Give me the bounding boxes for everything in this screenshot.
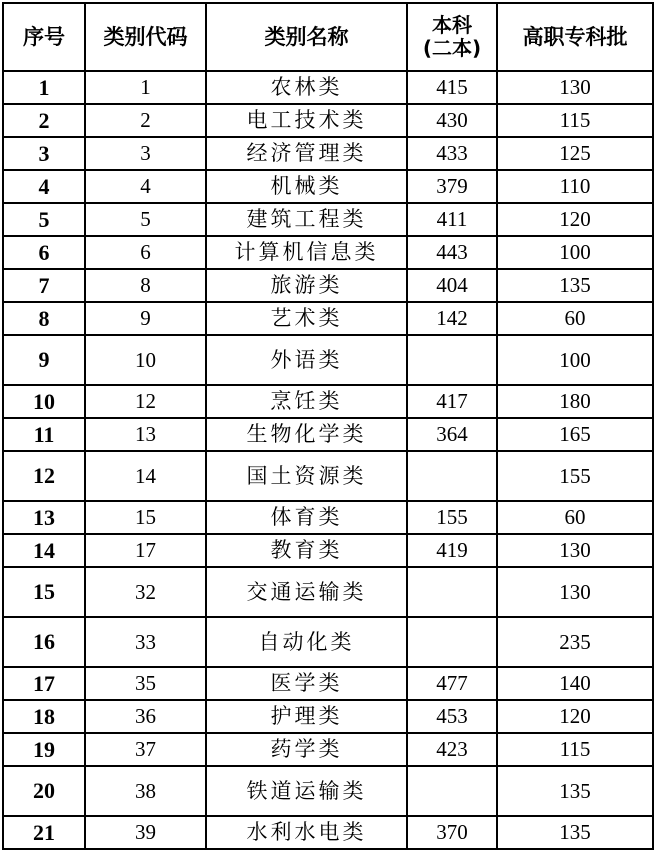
category-name-cell: 交通运输类 [206, 567, 407, 617]
seq-cell: 15 [3, 567, 85, 617]
vocational-score-cell: 135 [497, 816, 653, 849]
seq-cell: 14 [3, 534, 85, 567]
vocational-score-cell: 135 [497, 766, 653, 816]
table-row [3, 816, 653, 849]
category-code-cell: 10 [85, 335, 206, 385]
seq-cell: 11 [3, 418, 85, 451]
category-code-cell: 38 [85, 766, 206, 816]
table-row [3, 385, 653, 418]
seq-cell: 1 [3, 71, 85, 104]
category-code-cell: 37 [85, 733, 206, 766]
vocational-score-cell: 165 [497, 418, 653, 451]
category-code-cell: 5 [85, 203, 206, 236]
category-code-cell: 39 [85, 816, 206, 849]
category-code-cell: 3 [85, 137, 206, 170]
vocational-score-cell: 130 [497, 567, 653, 617]
seq-cell: 10 [3, 385, 85, 418]
seq-cell: 12 [3, 451, 85, 501]
category-code-cell: 36 [85, 700, 206, 733]
category-name-cell: 烹饪类 [206, 385, 407, 418]
vocational-score-cell: 180 [497, 385, 653, 418]
table-row [3, 567, 653, 617]
header-row [3, 3, 653, 71]
table-row [3, 170, 653, 203]
table-row [3, 534, 653, 567]
category-code-cell: 15 [85, 501, 206, 534]
category-name-cell: 外语类 [206, 335, 407, 385]
undergraduate-score-cell [407, 335, 497, 385]
category-code-cell: 17 [85, 534, 206, 567]
category-code-cell: 33 [85, 617, 206, 667]
category-code-cell: 2 [85, 104, 206, 137]
category-name-cell: 体育类 [206, 501, 407, 534]
vocational-score-cell: 60 [497, 302, 653, 335]
vocational-score-cell: 115 [497, 733, 653, 766]
vocational-score-cell: 120 [497, 203, 653, 236]
undergraduate-score-cell: 404 [407, 269, 497, 302]
category-code-cell: 4 [85, 170, 206, 203]
category-name-cell: 医学类 [206, 667, 407, 700]
undergraduate-score-cell: 411 [407, 203, 497, 236]
table-row [3, 733, 653, 766]
undergraduate-score-cell: 419 [407, 534, 497, 567]
undergraduate-score-cell: 423 [407, 733, 497, 766]
category-name-cell: 建筑工程类 [206, 203, 407, 236]
category-name-cell: 电工技术类 [206, 104, 407, 137]
category-name-cell: 农林类 [206, 71, 407, 104]
category-name-cell: 铁道运输类 [206, 766, 407, 816]
category-code-cell: 32 [85, 567, 206, 617]
seq-cell: 21 [3, 816, 85, 849]
undergraduate-score-cell: 433 [407, 137, 497, 170]
vocational-score-cell: 140 [497, 667, 653, 700]
seq-cell: 13 [3, 501, 85, 534]
category-code-cell: 13 [85, 418, 206, 451]
undergraduate-score-cell [407, 451, 497, 501]
table-row [3, 617, 653, 667]
seq-cell: 8 [3, 302, 85, 335]
seq-cell: 20 [3, 766, 85, 816]
seq-cell: 4 [3, 170, 85, 203]
table-row [3, 451, 653, 501]
category-name-cell: 机械类 [206, 170, 407, 203]
vocational-score-cell: 60 [497, 501, 653, 534]
category-name-cell: 药学类 [206, 733, 407, 766]
header-vocational: 高职专科批 [497, 3, 653, 71]
undergraduate-score-cell: 155 [407, 501, 497, 534]
undergraduate-score-cell: 417 [407, 385, 497, 418]
category-code-cell: 12 [85, 385, 206, 418]
category-name-cell: 护理类 [206, 700, 407, 733]
category-name-cell: 国土资源类 [206, 451, 407, 501]
seq-cell: 16 [3, 617, 85, 667]
vocational-score-cell: 120 [497, 700, 653, 733]
vocational-score-cell: 130 [497, 71, 653, 104]
undergraduate-score-cell: 379 [407, 170, 497, 203]
table-row [3, 700, 653, 733]
vocational-score-cell: 110 [497, 170, 653, 203]
category-name-cell: 教育类 [206, 534, 407, 567]
category-code-cell: 1 [85, 71, 206, 104]
undergraduate-score-cell [407, 567, 497, 617]
table-row [3, 269, 653, 302]
seq-cell: 3 [3, 137, 85, 170]
vocational-score-cell: 130 [497, 534, 653, 567]
vocational-score-cell: 135 [497, 269, 653, 302]
header-undergraduate: 本科 (二本) [407, 3, 497, 71]
seq-cell: 18 [3, 700, 85, 733]
undergraduate-score-cell [407, 766, 497, 816]
score-table [2, 2, 654, 850]
vocational-score-cell: 235 [497, 617, 653, 667]
seq-cell: 7 [3, 269, 85, 302]
undergraduate-score-cell: 370 [407, 816, 497, 849]
category-name-cell: 生物化学类 [206, 418, 407, 451]
category-code-cell: 14 [85, 451, 206, 501]
vocational-score-cell: 100 [497, 335, 653, 385]
table-row [3, 302, 653, 335]
undergraduate-score-cell: 453 [407, 700, 497, 733]
seq-cell: 19 [3, 733, 85, 766]
undergraduate-score-cell: 364 [407, 418, 497, 451]
vocational-score-cell: 125 [497, 137, 653, 170]
header-seq: 序号 [3, 3, 85, 71]
table-row [3, 418, 653, 451]
seq-cell: 17 [3, 667, 85, 700]
vocational-score-cell: 100 [497, 236, 653, 269]
vocational-score-cell: 115 [497, 104, 653, 137]
table-row [3, 335, 653, 385]
category-name-cell: 计算机信息类 [206, 236, 407, 269]
vocational-score-cell: 155 [497, 451, 653, 501]
table-row [3, 137, 653, 170]
seq-cell: 5 [3, 203, 85, 236]
seq-cell: 6 [3, 236, 85, 269]
category-name-cell: 自动化类 [206, 617, 407, 667]
undergraduate-score-cell: 142 [407, 302, 497, 335]
undergraduate-score-cell: 430 [407, 104, 497, 137]
undergraduate-score-cell: 477 [407, 667, 497, 700]
table-row [3, 104, 653, 137]
category-name-cell: 水利水电类 [206, 816, 407, 849]
undergraduate-score-cell: 443 [407, 236, 497, 269]
category-code-cell: 9 [85, 302, 206, 335]
category-code-cell: 8 [85, 269, 206, 302]
undergraduate-score-cell [407, 617, 497, 667]
seq-cell: 9 [3, 335, 85, 385]
table-row [3, 766, 653, 816]
table-row [3, 236, 653, 269]
category-name-cell: 艺术类 [206, 302, 407, 335]
category-code-cell: 35 [85, 667, 206, 700]
table-row [3, 71, 653, 104]
table-row [3, 501, 653, 534]
undergraduate-score-cell: 415 [407, 71, 497, 104]
seq-cell: 2 [3, 104, 85, 137]
category-name-cell: 经济管理类 [206, 137, 407, 170]
header-category-name: 类别名称 [206, 3, 407, 71]
category-code-cell: 6 [85, 236, 206, 269]
header-category-code: 类别代码 [85, 3, 206, 71]
table-row [3, 667, 653, 700]
table-row [3, 203, 653, 236]
category-name-cell: 旅游类 [206, 269, 407, 302]
